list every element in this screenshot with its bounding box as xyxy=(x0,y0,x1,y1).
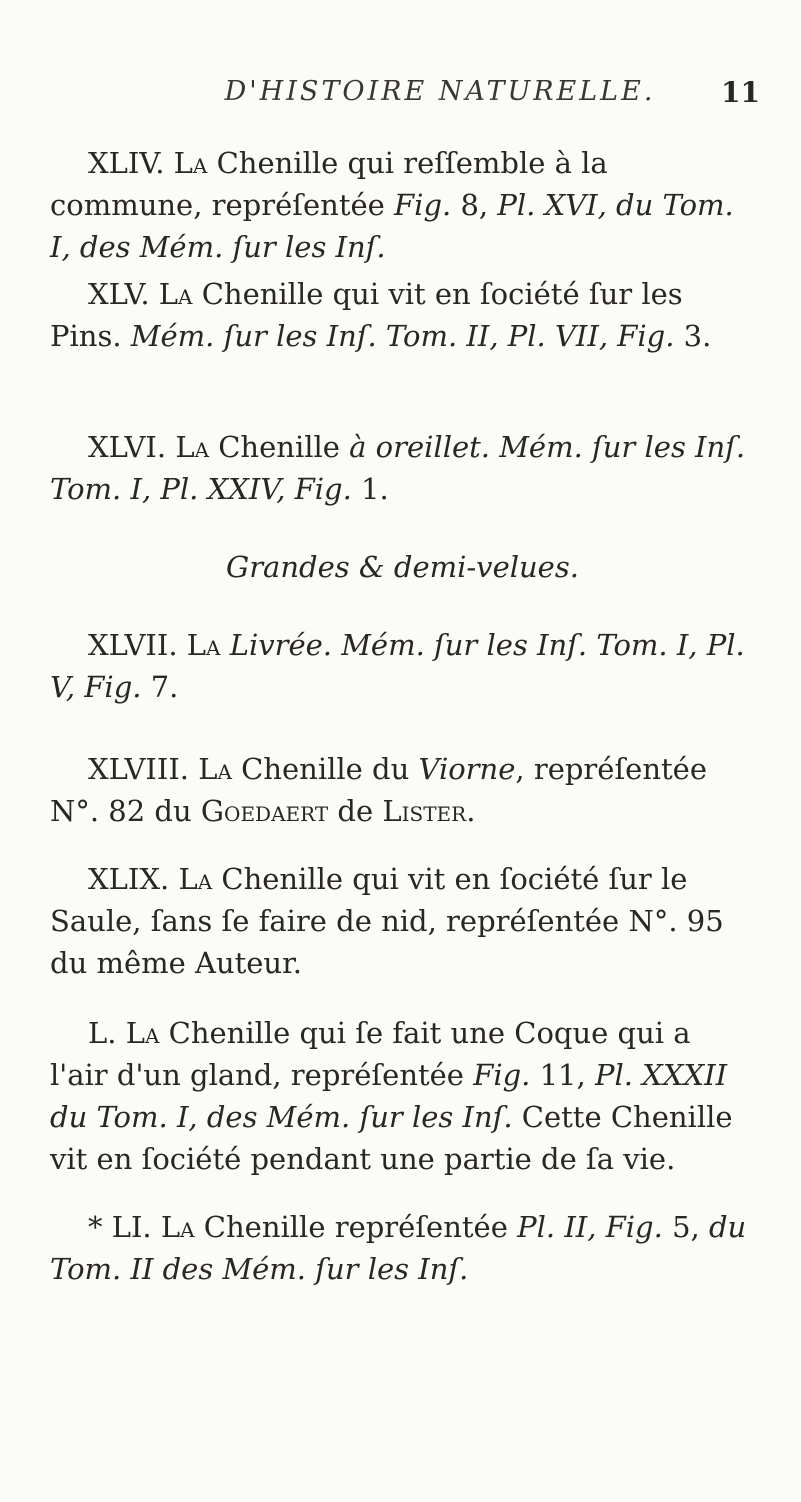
entry-italic: du Tom. II des Mém. ſur les Inſ. xyxy=(50,1210,747,1286)
entry-text: 8, xyxy=(451,188,498,222)
entry-italic: Livrée. Mém. ſur les Inſ. Tom. I, Pl. V, Fig. xyxy=(50,628,745,704)
entry-italic: Mém. ſur les Inſ. Tom. II, Pl. VII, Fig. xyxy=(130,319,675,353)
entry-number: XLIV. xyxy=(88,146,165,180)
entry-number: XLVIII. xyxy=(88,752,189,786)
entry-italic: à oreillet. Mém. ſur les Inſ. Tom. I, Pl. XXIV, Fig. xyxy=(50,430,746,506)
entry-la: La xyxy=(186,628,221,662)
entry-number: XLIX. xyxy=(88,862,170,896)
entry-la: La xyxy=(125,1016,160,1050)
entry-text: 11, xyxy=(530,1058,595,1092)
section-heading: Grandes & demi-velues. xyxy=(226,550,579,584)
entry-italic: Pl. XXXII du Tom. I, des Mém. ſur les Inſ. xyxy=(50,1058,728,1134)
author-name: Lister. xyxy=(382,794,476,828)
entry-la: La xyxy=(173,146,208,180)
entry-xlvi xyxy=(50,426,755,510)
entry-xlvii xyxy=(50,624,755,708)
page-number: 11 xyxy=(721,76,760,109)
entry-xliv xyxy=(50,142,755,268)
entry-text: 3. xyxy=(674,319,712,353)
entry-text: Cette Chenille vit en ſociété pendant une partie de ſa vie. xyxy=(50,1100,733,1176)
entry-number: XLV. xyxy=(88,277,150,311)
running-head: D'HISTOIRE NATURELLE. xyxy=(224,76,656,107)
entry-li xyxy=(50,1206,755,1290)
entry-text: Chenille du xyxy=(241,752,419,786)
entry-italic: Viorne xyxy=(418,752,516,786)
author-name: Goedaert xyxy=(200,794,329,828)
entry-italic: Fig. xyxy=(394,188,452,222)
entry-number: L. xyxy=(88,1016,117,1050)
entry-italic: Pl. XVI, du Tom. I, des Mém. ſur les Inſ. xyxy=(50,188,734,264)
entry-number: * LI. xyxy=(88,1210,152,1244)
entry-text: Chenille qui reſſemble à la commune, repréſentée xyxy=(50,146,608,222)
entry-text: Chenille qui vit en ſociété ſur le Saule, ſans ſe faire de nid, repréſentée N°. 95 du même Auteur. xyxy=(50,862,724,980)
entry-italic: Fig. xyxy=(473,1058,531,1092)
entry-la: La xyxy=(160,1210,195,1244)
entry-xlix xyxy=(50,858,755,984)
entry-la: La xyxy=(178,862,213,896)
entry-text: de xyxy=(328,794,383,828)
entry-text: 5, xyxy=(662,1210,709,1244)
entry-xlv xyxy=(50,273,755,357)
entry-text: Chenille repréſentée xyxy=(203,1210,518,1244)
entry-la: La xyxy=(198,752,232,786)
entry-text: 1. xyxy=(351,472,389,506)
entry-la: La xyxy=(158,277,193,311)
entry-text: Chenille qui ſe fait une Coque qui a l'air d'un gland, repréſentée xyxy=(50,1016,691,1092)
entry-l xyxy=(50,1012,755,1180)
entry-text: , repréſentée N°. 82 du xyxy=(50,752,707,828)
entry-text: Chenille xyxy=(218,430,350,464)
entry-xlviii xyxy=(50,748,755,832)
entry-italic: Pl. II, Fig. xyxy=(517,1210,663,1244)
entry-la: La xyxy=(175,430,210,464)
page-header xyxy=(120,76,760,112)
entry-text: 7. xyxy=(141,670,179,704)
entry-number: XLVI. xyxy=(88,430,167,464)
entry-text: Chenille qui vit en ſociété ſur les Pins. xyxy=(50,277,683,353)
entry-number: XLVII. xyxy=(88,628,178,662)
